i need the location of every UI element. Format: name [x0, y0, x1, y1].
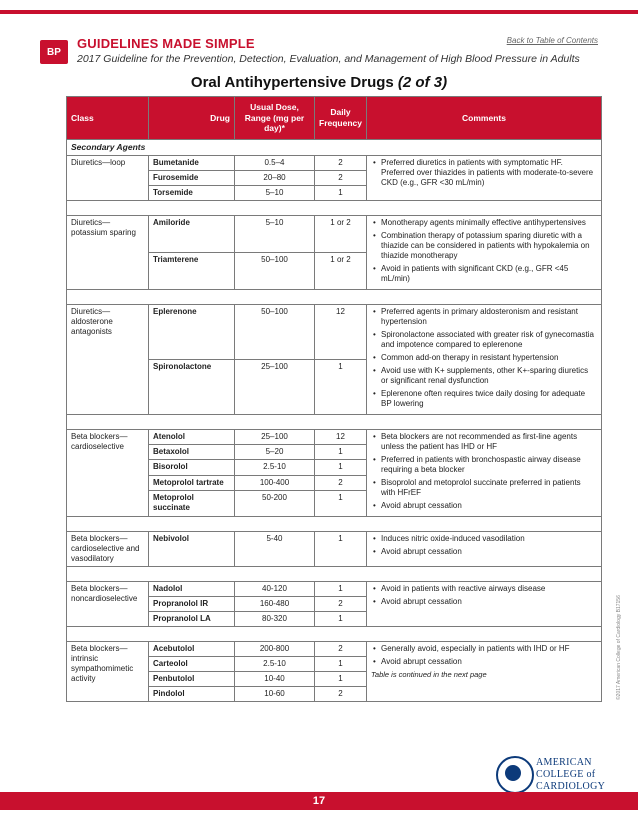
- table-header-row: [67, 97, 602, 140]
- table-row: [67, 304, 602, 359]
- page-number: 17: [0, 792, 638, 810]
- group-spacer: [67, 566, 602, 581]
- header-class: Class: [67, 97, 149, 140]
- comment-item: • Avoid abrupt cessation: [381, 501, 597, 511]
- header-dose: Usual Dose, Range (mg per day)*: [235, 97, 315, 140]
- drug-comments: [367, 531, 602, 566]
- table-body: [67, 140, 602, 702]
- comment-item: • Preferred agents in primary aldosteronism and resistant hypertension: [381, 307, 597, 327]
- drug-dose: 10-40: [235, 671, 315, 686]
- drug-dose: 80-320: [235, 611, 315, 626]
- group-spacer-cell: [67, 516, 602, 531]
- table-row: [67, 429, 602, 444]
- drug-frequency: 2: [315, 596, 367, 611]
- drug-name: Propranolol LA: [149, 611, 235, 626]
- drug-frequency: 1: [315, 656, 367, 671]
- drug-frequency: 12: [315, 304, 367, 359]
- comment-item: • Common add-on therapy in resistant hypertension: [381, 353, 597, 363]
- drug-dose: 100-400: [235, 475, 315, 490]
- comment-list: [371, 432, 597, 511]
- drug-name: Amiloride: [149, 215, 235, 252]
- drug-name: Penbutolol: [149, 671, 235, 686]
- drug-frequency: 2: [315, 641, 367, 656]
- drug-frequency: 1: [315, 460, 367, 475]
- back-to-toc-link[interactable]: Back to Table of Contents: [506, 36, 598, 45]
- comment-item: • Bisoprolol and metoprolol succinate preferred in patients with HFrEF: [381, 478, 597, 498]
- group-spacer-cell: [67, 414, 602, 429]
- group-spacer: [67, 200, 602, 215]
- comment-item: • Preferred in patients with bronchospastic airway disease requiring a beta blocker: [381, 455, 597, 475]
- drug-dose: 50–100: [235, 252, 315, 289]
- drug-name: Nadolol: [149, 581, 235, 596]
- table-row: [67, 531, 602, 566]
- drug-dose: 5–10: [235, 185, 315, 200]
- drug-name: Metoprolol tartrate: [149, 475, 235, 490]
- table-row: [67, 641, 602, 656]
- comment-list: [371, 307, 597, 409]
- drug-name: Betaxolol: [149, 444, 235, 459]
- comment-list: [371, 158, 597, 188]
- comment-list: [371, 218, 597, 284]
- section-row: [67, 140, 602, 156]
- comment-item: • Avoid abrupt cessation: [381, 597, 597, 607]
- acc-logo-line: CARDIOLOGY: [536, 781, 606, 792]
- drug-class: Diuretics—aldosterone antagonists: [67, 304, 149, 414]
- header-frequency: Daily Frequency: [315, 97, 367, 140]
- acc-logo-line: COLLEGE of: [536, 769, 596, 780]
- drug-frequency: 2: [315, 475, 367, 490]
- drug-dose: 10-60: [235, 686, 315, 701]
- comment-item: • Combination therapy of potassium sparing diuretic with a thiazide can be considered in patients with hypokalemia on thiazide monotherapy: [381, 231, 597, 261]
- drug-dose: 2.5-10: [235, 460, 315, 475]
- drug-frequency: 1 or 2: [315, 252, 367, 289]
- comment-item: • Beta blockers are not recommended as first-line agents unless the patient has IHD or HF: [381, 432, 597, 452]
- drug-name: Bumetanide: [149, 155, 235, 170]
- drug-class: Diuretics—loop: [67, 155, 149, 200]
- drug-dose: 50–100: [235, 304, 315, 359]
- drug-frequency: 2: [315, 155, 367, 170]
- drug-comments: [367, 155, 602, 200]
- drug-frequency: 1: [315, 491, 367, 517]
- page-title-part: (2 of 3): [397, 74, 448, 91]
- drug-class: Beta blockers—intrinsic sympathomimetic activity: [67, 641, 149, 701]
- drug-name: Atenolol: [149, 429, 235, 444]
- comment-item: • Eplerenone often requires twice daily dosing for adequate BP lowering: [381, 389, 597, 409]
- header-comments: Comments: [367, 97, 602, 140]
- group-spacer-cell: [67, 626, 602, 641]
- drug-name: Furosemide: [149, 170, 235, 185]
- comment-item: • Avoid use with K+ supplements, other K+-sparing diuretics or significant renal dysfunction: [381, 366, 597, 386]
- comment-item: • Spironolactone associated with greater risk of gynecomastia and impotence compared to eplerenone: [381, 330, 597, 350]
- drug-name: Spironolactone: [149, 359, 235, 414]
- drug-dose: 20–80: [235, 170, 315, 185]
- acc-logo: [496, 756, 606, 792]
- drug-class: Beta blockers—cardioselective and vasodilatory: [67, 531, 149, 566]
- drug-dose: 5–20: [235, 444, 315, 459]
- drug-frequency: 1: [315, 359, 367, 414]
- drug-table: [66, 96, 602, 702]
- drug-frequency: 1: [315, 444, 367, 459]
- drug-comments: [367, 641, 602, 701]
- group-spacer: [67, 289, 602, 304]
- drug-dose: 50-200: [235, 491, 315, 517]
- comment-list: [371, 534, 597, 557]
- drug-name: Carteolol: [149, 656, 235, 671]
- acc-logo-text: [536, 757, 605, 793]
- group-spacer-cell: [67, 200, 602, 215]
- drug-dose: 2.5-10: [235, 656, 315, 671]
- group-spacer: [67, 414, 602, 429]
- copyright-note: ©2017 American College of Cardiology B17156: [616, 595, 622, 700]
- comment-list: [371, 644, 597, 667]
- comment-item: • Avoid abrupt cessation: [381, 657, 597, 667]
- bp-badge: BP: [40, 40, 68, 64]
- continued-note: Table is continued in the next page: [371, 669, 487, 679]
- comment-item: • Monotherapy agents minimally effective antihypertensives: [381, 218, 597, 228]
- page-title-text: Oral Antihypertensive Drugs: [190, 74, 394, 91]
- drug-class: Beta blockers—cardioselective: [67, 429, 149, 516]
- drug-frequency: 1 or 2: [315, 215, 367, 252]
- drug-dose: 5-40: [235, 531, 315, 566]
- drug-class: Beta blockers—noncardioselective: [67, 581, 149, 626]
- comment-item: • Avoid abrupt cessation: [381, 547, 597, 557]
- drug-frequency: 12: [315, 429, 367, 444]
- drug-comments: [367, 581, 602, 626]
- drug-frequency: 1: [315, 611, 367, 626]
- guideline-title: GUIDELINES MADE SIMPLE: [77, 36, 255, 51]
- group-spacer: [67, 516, 602, 531]
- drug-name: Torsemide: [149, 185, 235, 200]
- drug-frequency: 2: [315, 686, 367, 701]
- group-spacer-cell: [67, 566, 602, 581]
- drug-frequency: 1: [315, 581, 367, 596]
- table-row: [67, 215, 602, 252]
- comment-item: • Preferred diuretics in patients with symptomatic HF. Preferred over thiazides in patients with moderate-to-severe CKD (e.g., GFR <30 mL/min): [381, 158, 597, 188]
- drug-frequency: 2: [315, 170, 367, 185]
- drug-dose: 25–100: [235, 359, 315, 414]
- drug-name: Nebivolol: [149, 531, 235, 566]
- drug-dose: 0.5–4: [235, 155, 315, 170]
- table-row: [67, 155, 602, 170]
- drug-name: Propranolol IR: [149, 596, 235, 611]
- group-spacer-cell: [67, 289, 602, 304]
- drug-dose: 25–100: [235, 429, 315, 444]
- comment-item: • Avoid in patients with reactive airways disease: [381, 584, 597, 594]
- drug-comments: [367, 215, 602, 289]
- table-row: [67, 581, 602, 596]
- drug-frequency: 1: [315, 671, 367, 686]
- group-spacer: [67, 626, 602, 641]
- drug-frequency: 1: [315, 531, 367, 566]
- drug-dose: 160-480: [235, 596, 315, 611]
- drug-dose: 200-800: [235, 641, 315, 656]
- drug-name: Bisorolol: [149, 460, 235, 475]
- header-drug: Drug: [149, 97, 235, 140]
- page-title: [0, 74, 638, 91]
- comment-list: [371, 584, 597, 607]
- drug-name: Acebutolol: [149, 641, 235, 656]
- guideline-subtitle: 2017 Guideline for the Prevention, Detection, Evaluation, and Management of High Blood Pressure in Adults: [77, 53, 580, 65]
- drug-name: Triamterene: [149, 252, 235, 289]
- drug-comments: [367, 304, 602, 414]
- section-label: Secondary Agents: [67, 140, 602, 156]
- drug-comments: [367, 429, 602, 516]
- drug-frequency: 1: [315, 185, 367, 200]
- comment-item: • Induces nitric oxide-induced vasodilation: [381, 534, 597, 544]
- top-accent-bar: [0, 10, 638, 14]
- drug-name: Pindolol: [149, 686, 235, 701]
- drug-dose: 40-120: [235, 581, 315, 596]
- acc-logo-line: AMERICAN: [536, 757, 592, 768]
- drug-name: Eplerenone: [149, 304, 235, 359]
- drug-name: Metoprolol succinate: [149, 491, 235, 517]
- comment-item: • Generally avoid, especially in patients with IHD or HF: [381, 644, 597, 654]
- comment-item: • Avoid in patients with significant CKD (e.g., GFR <45 mL/min): [381, 264, 597, 284]
- acc-seal-icon: [496, 756, 534, 794]
- drug-class: Diuretics—potassium sparing: [67, 215, 149, 289]
- drug-dose: 5–10: [235, 215, 315, 252]
